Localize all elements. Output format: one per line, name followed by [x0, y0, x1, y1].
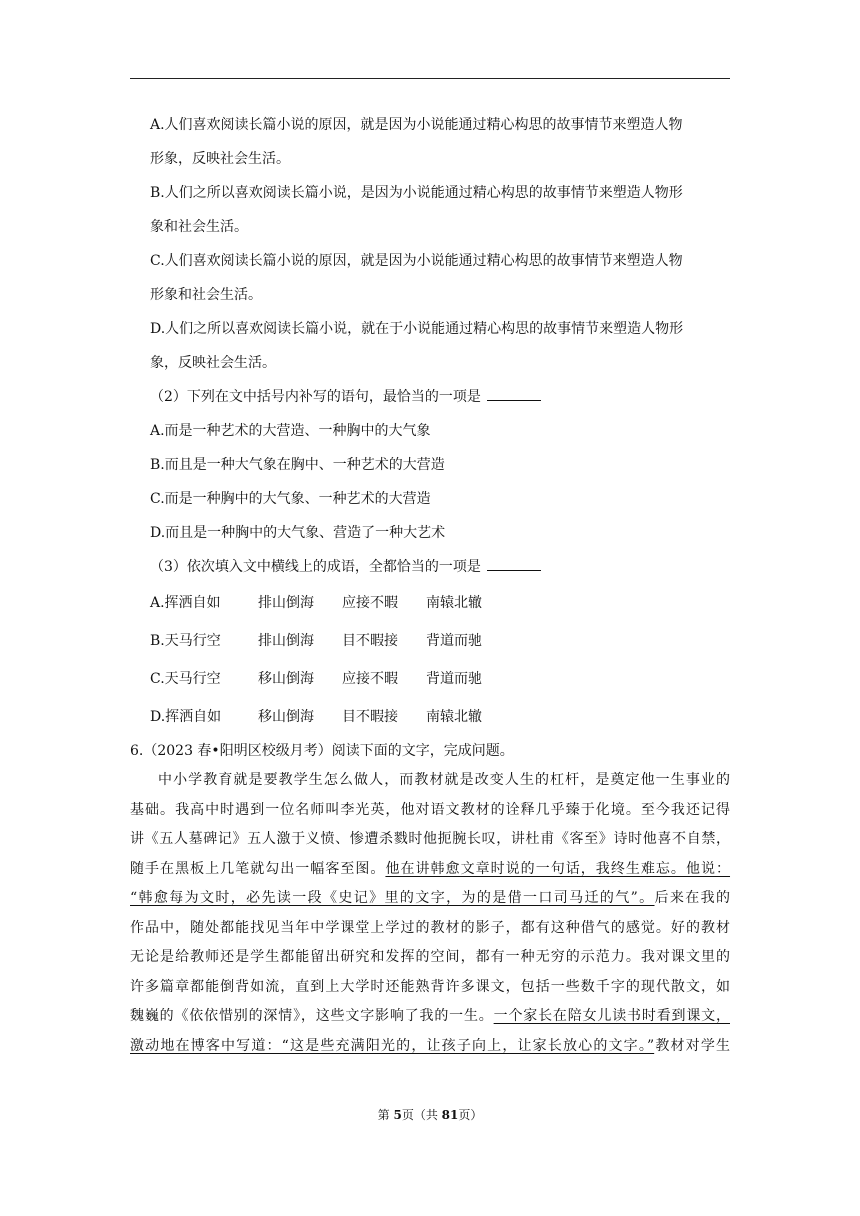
footer-prefix: 第	[377, 1108, 394, 1122]
header-rule	[130, 78, 730, 79]
q5-part3-question	[150, 550, 730, 584]
option-text-cont: 象和社会生活。	[150, 219, 248, 235]
q5-part3-option-a	[150, 584, 730, 622]
passage-text: 教材对学生	[654, 1037, 731, 1054]
idiom-cell: 应接不暇	[342, 671, 398, 687]
option-text: D.人们之所以喜欢阅读长篇小说，就在于小说能通过精心构思的故事情节来塑造人物形	[150, 321, 684, 337]
idiom-cell: 目不暇接	[342, 709, 398, 725]
option-text: C.人们喜欢阅读长篇小说的原因，就是因为小说能通过精心构思的故事情节来塑造人物	[150, 253, 683, 269]
footer-middle: 页（共	[401, 1108, 442, 1122]
q5-part2-option-a: A.而是一种艺术的大营造、一种胸中的大气象	[150, 423, 431, 439]
page-footer	[0, 1106, 860, 1124]
question-text: （3）依次填入文中横线上的成语，全都恰当的一项是	[150, 559, 481, 575]
option-text-cont: 形象，反映社会生活。	[150, 151, 290, 167]
passage-line: 基础。我高中时遇到一位名师叫李光英，他对语文教材的诠释几乎臻于化境。至今我还记得	[130, 801, 730, 818]
idiom-cell: 移山倒海	[258, 671, 314, 687]
q5-part2-question	[150, 380, 730, 414]
answer-blank	[487, 556, 541, 571]
footer-total-pages: 81	[441, 1108, 459, 1122]
passage-line: 中小学教育就是要教学生怎么做人，而教材就是改变人生的杠杆，是奠定他一生事业的	[158, 772, 730, 788]
passage-line	[130, 884, 730, 914]
q5-part3-option-b	[150, 622, 730, 660]
passage-line: 作品中，随处都能找见当年中学课堂上学过的教材的影子，都有这种借气的感觉。好的教材	[130, 919, 730, 936]
option-text: A.人们喜欢阅读长篇小说的原因，就是因为小说能通过精心构思的故事情节来塑造人物	[150, 117, 683, 133]
footer-suffix: 页）	[458, 1108, 483, 1122]
q5-part1-option-b	[130, 176, 730, 244]
q5-part3-option-c	[150, 660, 730, 698]
passage-line	[130, 1032, 730, 1062]
underlined-sentence: 激动地在博客中写道：“这是些充满阳光的，让孩子向上，让家长放心的文字。”	[130, 1037, 655, 1054]
passage-line: 许多篇章都能倒背如流，直到上大学时还能熟背许多课文，包括一些数千字的现代散文，如	[130, 978, 730, 995]
idiom-cell: 背道而驰	[426, 633, 482, 649]
question-text: （2）下列在文中括号内补写的语句，最恰当的一项是	[150, 389, 481, 405]
q5-part1-option-d	[130, 312, 730, 380]
passage-line	[130, 855, 730, 885]
idiom-cell: 应接不暇	[342, 595, 398, 611]
idiom-cell: 排山倒海	[258, 633, 314, 649]
q6-passage	[130, 766, 730, 1061]
idiom-cell: 南辕北辙	[426, 595, 482, 611]
option-text: B.人们之所以喜欢阅读长篇小说，是因为小说能通过精心构思的故事情节来塑造人物形	[150, 185, 683, 201]
q5-part3-option-d	[150, 698, 730, 736]
passage-line: 讲《五人墓碑记》五人激于义愤、惨遭杀戮时他扼腕长叹，讲杜甫《客至》诗时他喜不自禁，	[130, 831, 730, 847]
idiom-cell: 排山倒海	[258, 595, 314, 611]
option-text-cont: 象，反映社会生活。	[150, 355, 276, 371]
q6-header: 6.（2023 春•阳明区校级月考）阅读下面的文字，完成问题。	[130, 743, 514, 759]
q5-part1-option-a	[130, 108, 730, 176]
idiom-cell: 背道而驰	[426, 671, 482, 687]
idiom-cell: A.挥洒自如	[150, 595, 221, 611]
passage-text: 魏巍的《依依惜别的深情》，这些文字影响了我的一生。	[130, 1008, 494, 1024]
q5-part2-option-c: C.而是一种胸中的大气象、一种艺术的大营造	[150, 491, 431, 507]
idiom-cell: 目不暇接	[342, 633, 398, 649]
footer-page-number: 5	[393, 1108, 402, 1122]
underlined-sentence: 一个家长在陪女儿读书时看到课文，	[493, 1008, 730, 1024]
idiom-cell: D.挥洒自如	[150, 709, 222, 725]
q5-part2-option-d: D.而且是一种胸中的大气象、营造了一种大艺术	[150, 525, 446, 541]
underlined-sentence: “韩愈每为文时，必先读一段《史记》里的文字，为的是借一口司马迁的气”。	[130, 890, 655, 906]
idiom-cell: B.天马行空	[150, 633, 221, 649]
passage-line	[130, 1002, 730, 1032]
idiom-cell: 移山倒海	[258, 709, 314, 725]
passage-text: 后来在我的	[654, 890, 731, 906]
q5-part2-option-b: B.而且是一种大气象在胸中、一种艺术的大营造	[150, 457, 445, 473]
idiom-cell: 南辕北辙	[426, 709, 482, 725]
option-text-cont: 形象和社会生活。	[150, 287, 262, 303]
idiom-cell: C.天马行空	[150, 671, 221, 687]
q5-part1-option-c	[130, 244, 730, 312]
passage-line: 无论是给教师还是学生都能留出研究和发挥的空间，都有一种无穷的示范力。我对课文里的	[130, 949, 730, 965]
passage-text: 随手在黑板上几笔就勾出一幅客至图。	[130, 860, 386, 877]
answer-blank	[487, 386, 541, 401]
underlined-sentence: 他在讲韩愈文章时说的一句话，我终生难忘。他说：	[385, 860, 731, 877]
page-content	[130, 108, 730, 1061]
